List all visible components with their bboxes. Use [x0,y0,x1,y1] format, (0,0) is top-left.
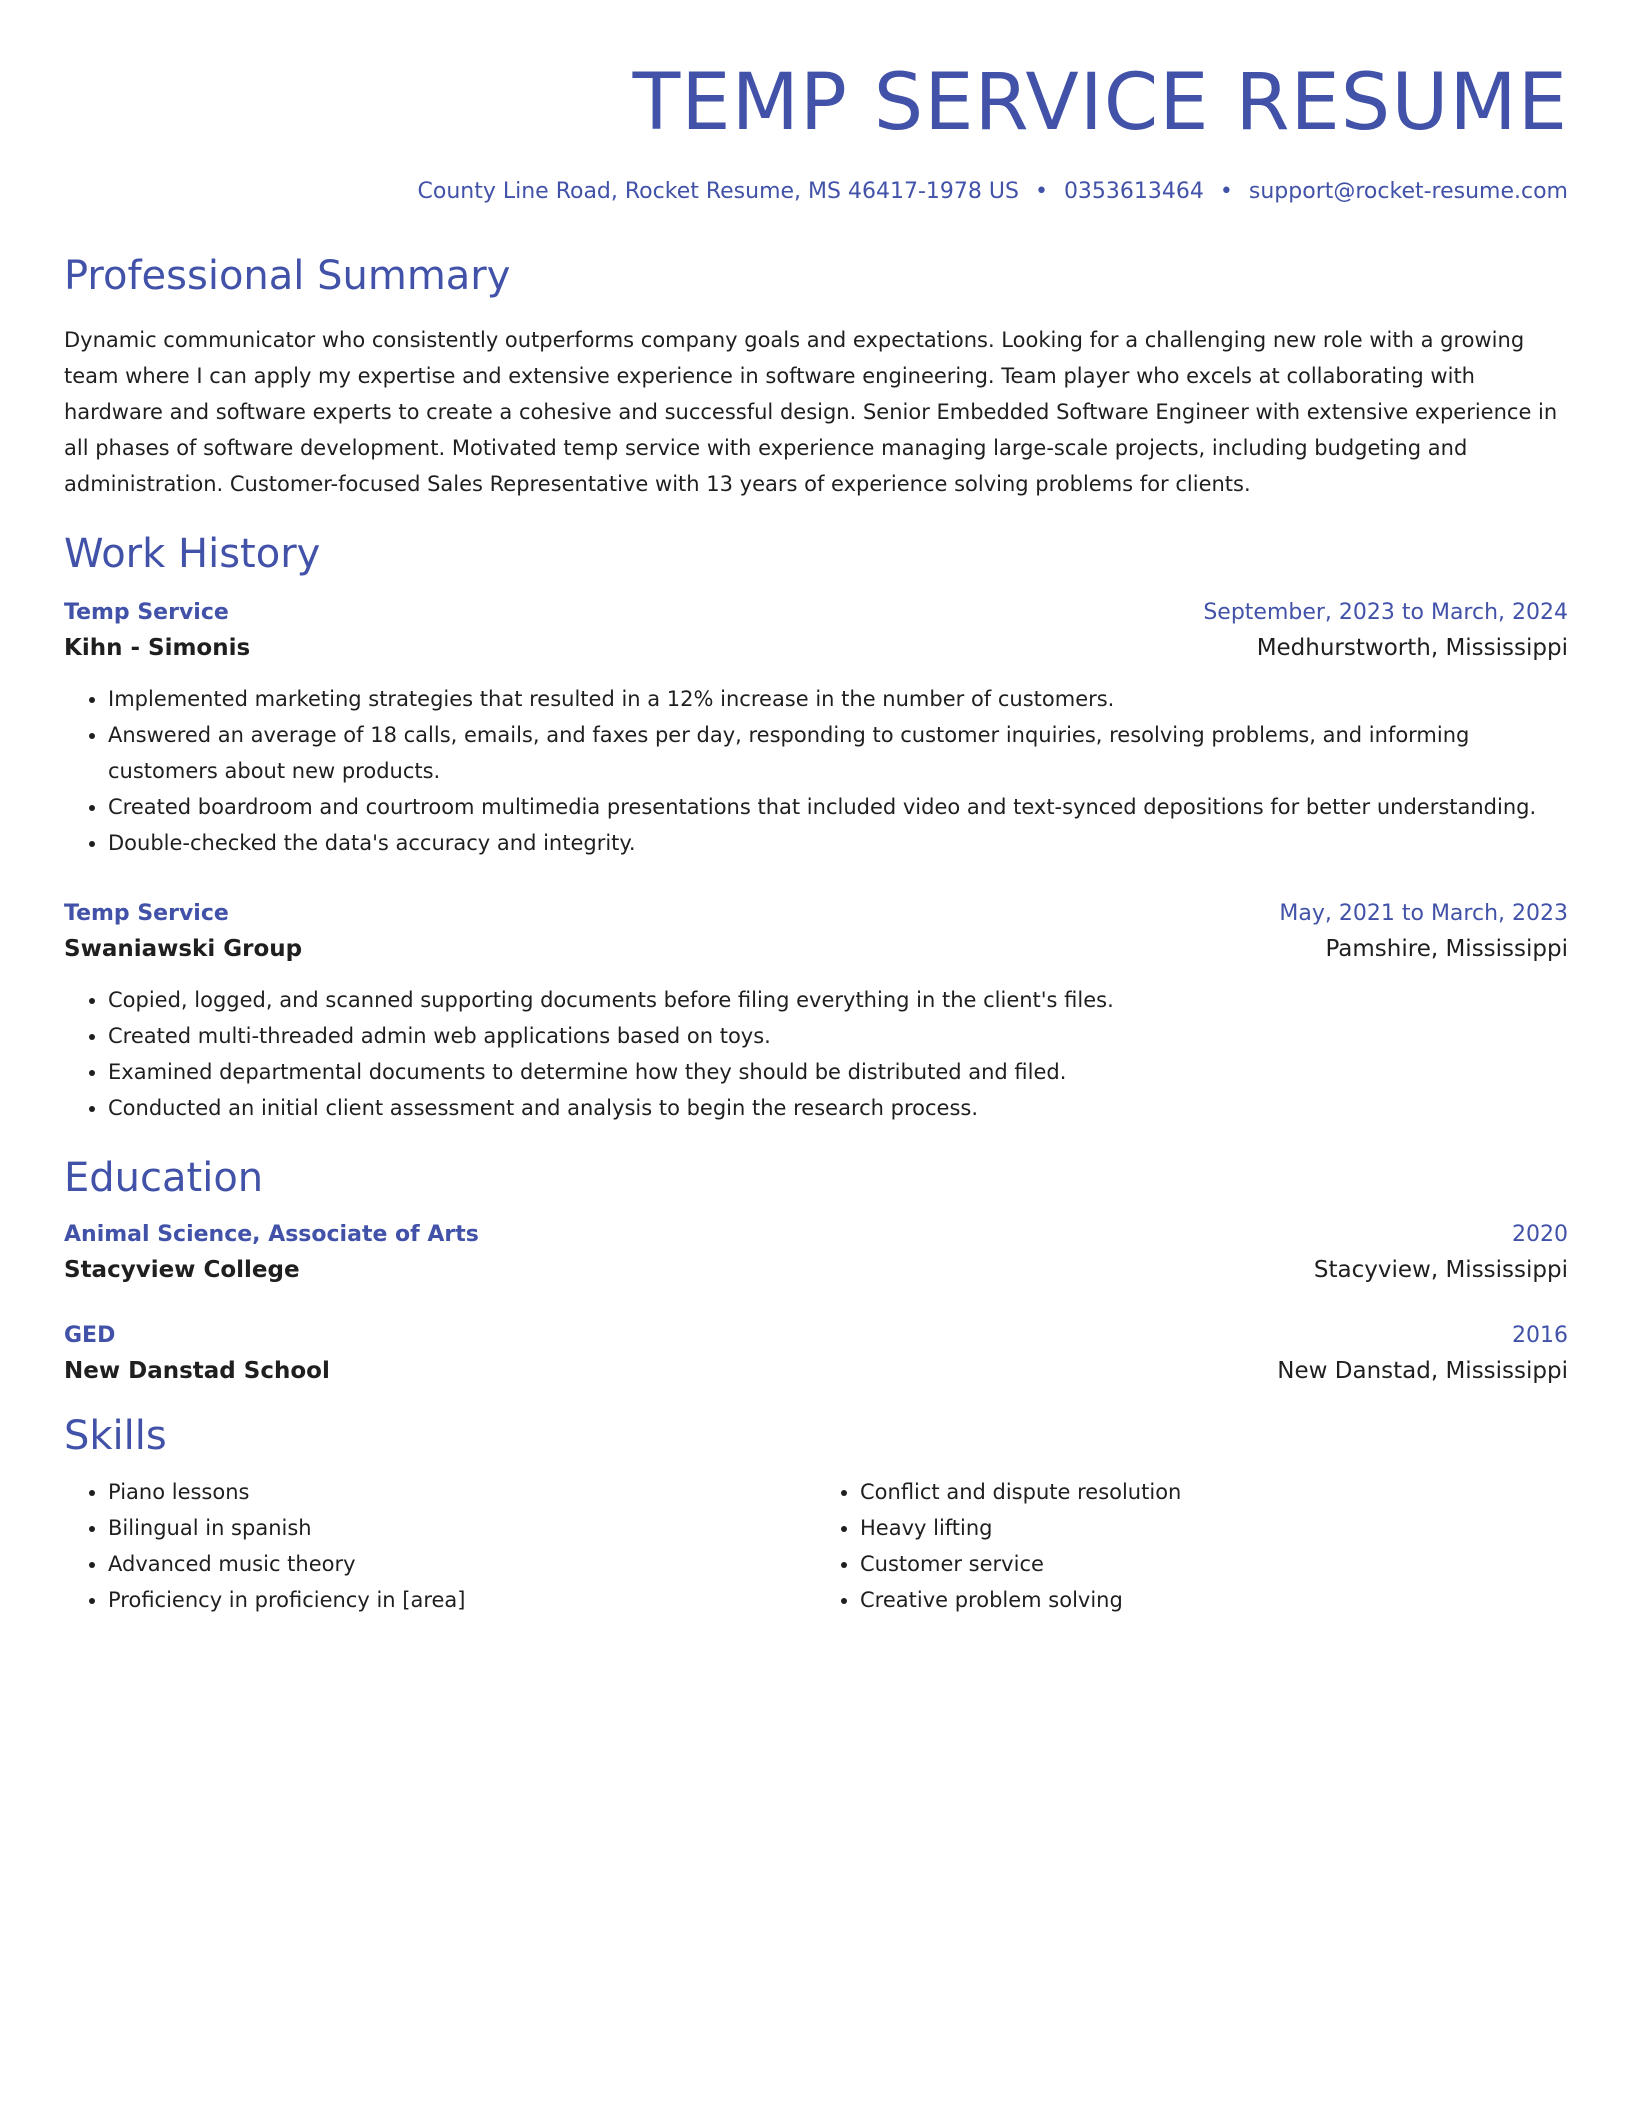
skill-item: • Bilingual in spanish [108,1510,816,1546]
education-subheader [64,1358,1568,1384]
job-bullet: • Implemented marketing strategies that resulted in a 12% increase in the number of customers. [108,681,1568,717]
job-subheader [64,635,1568,661]
education-entry [64,1323,1568,1384]
education-degree: Animal Science, Associate of Arts [64,1222,479,1248]
skill-item: • Heavy lifting [860,1510,1568,1546]
skill-item: • Proficiency in proficiency in [area] [108,1582,816,1618]
summary-text: Dynamic communicator who consistently outperforms company goals and expectations. Looking for a challenging new role with a growing team where I can apply my expertise and extensive experience in software engineering. Team player who excels at collaborating with hardware and software experts to create a cohesive and successful design. Senior Embedded Software Engineer with extensive experience in all phases of software development. Motivated temp service with experience managing large-scale projects, including budgeting and administration. Customer-focused Sales Representative with 13 years of experience solving problems for clients. [64,328,1558,497]
education-school: Stacyview College [64,1257,300,1284]
resume-title: TEMP SERVICE RESUME [632,58,1568,148]
education-school: New Danstad School [64,1358,330,1385]
job-bullet: • Conducted an initial client assessment and analysis to begin the research process. [108,1090,1568,1126]
job-bullet: • Double-checked the data's accuracy and integrity. [108,825,1568,861]
job-location: Pamshire, Mississippi [1325,936,1568,963]
job-bullet: • Copied, logged, and scanned supporting documents before filing everything in the client's files. [108,982,1568,1018]
job-entry [64,901,1568,1126]
job-location: Medhurstworth, Mississippi [1256,635,1568,662]
job-entry [64,600,1568,861]
education-location: Stacyview, Mississippi [1313,1257,1568,1284]
education-section [64,1154,1568,1384]
summary-heading: Professional Summary [64,253,511,300]
skill-item: • Piano lessons [108,1474,816,1510]
job-role: Temp Service [64,901,229,927]
education-entry [64,1222,1568,1283]
skills-heading: Skills [64,1413,167,1460]
job-bullets [64,681,1568,861]
education-degree: GED [64,1323,116,1349]
job-dates: September, 2023 to March, 2024 [1203,600,1568,626]
education-header [64,1222,1568,1247]
education-subheader [64,1257,1568,1283]
job-bullets [64,982,1568,1126]
skill-item: • Customer service [860,1546,1568,1582]
contact-line [64,179,1568,204]
contact-phone: 0353613464 [1063,179,1204,205]
education-year: 2016 [1512,1323,1568,1349]
job-header [64,600,1568,625]
education-header [64,1323,1568,1348]
job-role: Temp Service [64,600,229,626]
skills-right-list [816,1474,1568,1618]
work-history-section [64,530,1568,1126]
job-dates: May, 2021 to March, 2023 [1279,901,1568,927]
skill-item: • Conflict and dispute resolution [860,1474,1568,1510]
skills-section [64,1412,1568,1618]
education-year: 2020 [1512,1222,1568,1248]
education-location: New Danstad, Mississippi [1277,1358,1568,1385]
job-company: Kihn - Simonis [64,635,251,662]
job-bullet: • Created multi-threaded admin web applications based on toys. [108,1018,1568,1054]
contact-separator: • [1034,179,1048,205]
job-subheader [64,936,1568,962]
job-company: Swaniawski Group [64,936,303,963]
job-bullet: • Answered an average of 18 calls, emails, and faxes per day, responding to customer inquiries, resolving problems, and informing customers about new products. [108,717,1568,789]
contact-address: County Line Road, Rocket Resume, MS 46417-1978 US [417,179,1019,205]
contact-separator: • [1219,179,1233,205]
skills-columns [64,1474,1568,1618]
skills-left-list [64,1474,816,1618]
contact-email[interactable]: support@rocket-resume.com [1248,179,1568,205]
job-header [64,901,1568,926]
skill-item: • Creative problem solving [860,1582,1568,1618]
education-heading: Education [64,1155,264,1202]
job-bullet: • Created boardroom and courtroom multimedia presentations that included video and text-synced depositions for better understanding. [108,789,1568,825]
job-bullet: • Examined departmental documents to determine how they should be distributed and filed. [108,1054,1568,1090]
skill-item: • Advanced music theory [108,1546,816,1582]
work-history-heading: Work History [64,531,321,578]
